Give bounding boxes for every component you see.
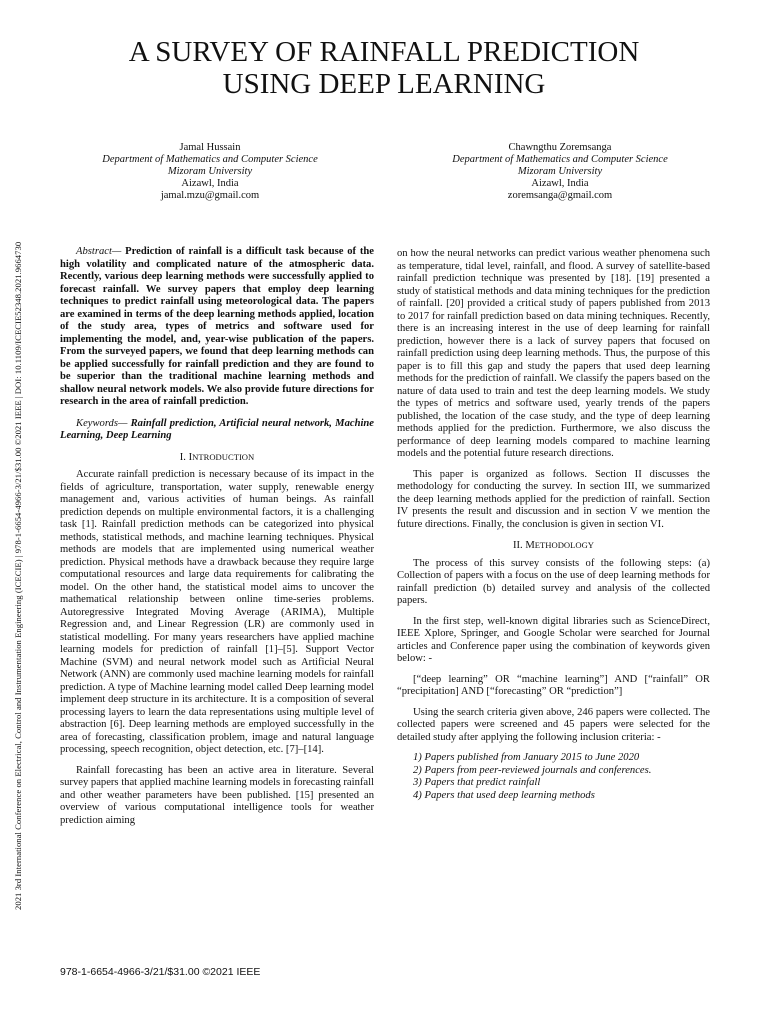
author-city: Aizawl, India: [181, 178, 239, 189]
method-paragraph-2: In the first step, well-known digital libraries such as ScienceDirect, IEEE Xplore, Springer, and Google Scholar were searched for Journal articles and Conference paper using the combination of keywords given below: -: [397, 615, 710, 664]
author-block-2: [405, 142, 715, 202]
intro-paragraph-2: Rainfall forecasting has been an active area in literature. Several survey papers that applied machine learning models in forecasting rainfall and other weather parameters have been published. [15] presented an overview of various computational intelligence tools for weather prediction aiming: [60, 764, 374, 826]
author-university: Mizoram University: [517, 166, 603, 177]
abstract-text: Prediction of rainfall is a difficult task because of the high volatility and complicated nature of the atmospheric data. Recently, various deep learning methods were successfully applied to forecast rainfall. We survey papers that employ deep learning techniques to predict rainfall using meteorological data. The papers are examined in terms of the deep learning methods applied, location of the study area, types of metrics and software used for implementing the model, and, year-wise publication of the papers. From the surveyed papers, we found that deep learning methods can be applied successfully for rainfall prediction and they are found to be superior than the traditional machine learning methods and shallow neural network models. We also provide future directions for research in the area of rainfall prediction.: [60, 246, 374, 407]
list-item: 1) Papers published from January 2015 to June 2020: [413, 752, 640, 763]
section-heading-methodology: [397, 539, 710, 553]
inclusion-criteria-list: [397, 752, 710, 802]
left-column: [60, 246, 374, 827]
author-department: Department of Mathematics and Computer Science: [452, 154, 668, 165]
section-initial: I: [188, 451, 193, 463]
title-line-2: USING DEEP LEARNING: [222, 68, 546, 100]
author-department: Department of Mathematics and Computer Science: [102, 154, 318, 165]
intro-paragraph-2-continued: on how the neural networks can predict various weather phenomena such as temperature, tidal level, rainfall, and flood. A survey of satellite-based rainfall prediction technique was presented by [18]. [19] presented a study of statistical methods and data mining techniques for the prediction of rainfall. [20] provided a critical study of papers published from 2013 to 2017 for rainfall prediction based on data mining techniques. Recently, there is an increasing interest in the use of deep learning for rainfall prediction, however there is a lack of survey papers that focused on rainfall prediction using deep learning methods. Thus, the purpose of this paper is to fill this gap and study the papers that used deep learning methods for the prediction of rainfall. We classify the papers based on the nature of data used to train and test the deep learning models. We study the types of metrics and software used, yearly trends of the papers published, the location of the case study, and the type of deep learning methods applied for the prediction. Furthermore, we also discuss the performance of deep learning models compared to machine learning models and the potential future research directions.: [397, 248, 710, 459]
section-initial: M: [525, 540, 535, 551]
author-name: Jamal Hussain: [179, 142, 241, 153]
paper-title: [0, 36, 768, 100]
intro-paragraph-1: Accurate rainfall prediction is necessary because of its impact in the fields of agriculture, transportation, water supply, renewable energy management and, various activities of human beings. As rainfall prediction depends on multiple environmental factors, it is a challenging task [1]. Rainfall prediction methods can be categorized into physical methods, statistical methods, and machine learning techniques. Physical methods are models that are implemented using numerical weather prediction. Physical methods have a drawback because they require large computational resources and large data requirements for calibrating the model. On the other hand, the statistical model aims to uncover the mathematical relationship between online time-series problems. Autoregressive Integrated Moving Average (ARIMA), Multiple Regression and, and Linear Regression (LR) are commonly used in statistical modelling. For many years researchers have applied machine learning models for prediction of rainfall [1]–[5]. Support Vector Machine (SVM) and neural network model such as Artificial Neural Network (ANN) are commonly used machine learning models for rainfall prediction. A type of Machine learning model called Deep learning model implement deep structure in its architecture. It is a composition of several processing layers to learn the data representations using multiple level of abstraction [6]. Deep learning methods are employed successfully in the area of forecasting, classification problem, image and natural language processing, speech recognition, object detection, etc. [7]–[14].: [60, 469, 374, 755]
section-heading-introduction: [60, 451, 374, 465]
section-number: II.: [513, 540, 523, 551]
author-city: Aizawl, India: [531, 178, 589, 189]
method-paragraph-1: The process of this survey consists of the following steps: (a) Collection of papers with a focus on the use of deep learning methods for rainfall prediction (b) detailed survey and analysis of the collected papers.: [397, 557, 710, 606]
author-block-1: [60, 142, 360, 202]
section-rest: ETHODOLOGY: [534, 540, 594, 550]
method-paragraph-3: Using the search criteria given above, 246 papers were collected. The collected papers were screened and 45 papers were selected for the detailed study after applying the following inclusion criteria: -: [397, 706, 710, 743]
right-column: [397, 248, 710, 802]
title-line-1: A SURVEY OF RAINFALL PREDICTION: [128, 36, 640, 68]
intro-paragraph-3: This paper is organized as follows. Section II discusses the methodology for conducting the survey. In section III, we summarized the deep learning methods applied for the prediction of rainfall. Section IV presents the result and discussion and in section V we mention the future directions. Finally, the conclusion is given in section VI.: [397, 468, 710, 530]
footer-copyright: 978-1-6654-4966-3/21/$31.00 ©2021 IEEE: [60, 966, 261, 978]
keywords: [60, 418, 374, 443]
author-email[interactable]: zoremsanga@gmail.com: [507, 190, 613, 201]
doi-sidebar: 2021 3rd International Conference on Electrical, Control and Instrumentation Engineering (ICECIE) | 978-1-6654-4966-3/21/$31.00 ©2021 IEEE | DOI: 10.1109/ICECIE52348.2021.9664730: [13, 241, 23, 910]
list-item: 2) Papers from peer-reviewed journals and conferences.: [413, 764, 652, 776]
keywords-lead: Keywords—: [76, 417, 128, 429]
list-item: 3) Papers that predict rainfall: [413, 777, 541, 788]
section-number: I.: [179, 451, 186, 463]
list-item: 4) Papers that used deep learning methods: [413, 789, 595, 801]
abstract-lead: Abstract—: [76, 246, 122, 257]
author-university: Mizoram University: [167, 166, 253, 177]
abstract: [60, 246, 374, 409]
author-email[interactable]: jamal.mzu@gmail.com: [160, 190, 260, 201]
keywords-text: Rainfall prediction, Artificial neural network, Machine Learning, Deep Learning: [60, 417, 374, 441]
author-name: Chawngthu Zoremsanga: [508, 142, 612, 153]
section-rest: NTRODUCTION: [192, 451, 255, 462]
search-query: [“deep learning” OR “machine learning”] AND [“rainfall” OR “precipitation] AND [“forecasting” OR “prediction”]: [397, 673, 710, 697]
